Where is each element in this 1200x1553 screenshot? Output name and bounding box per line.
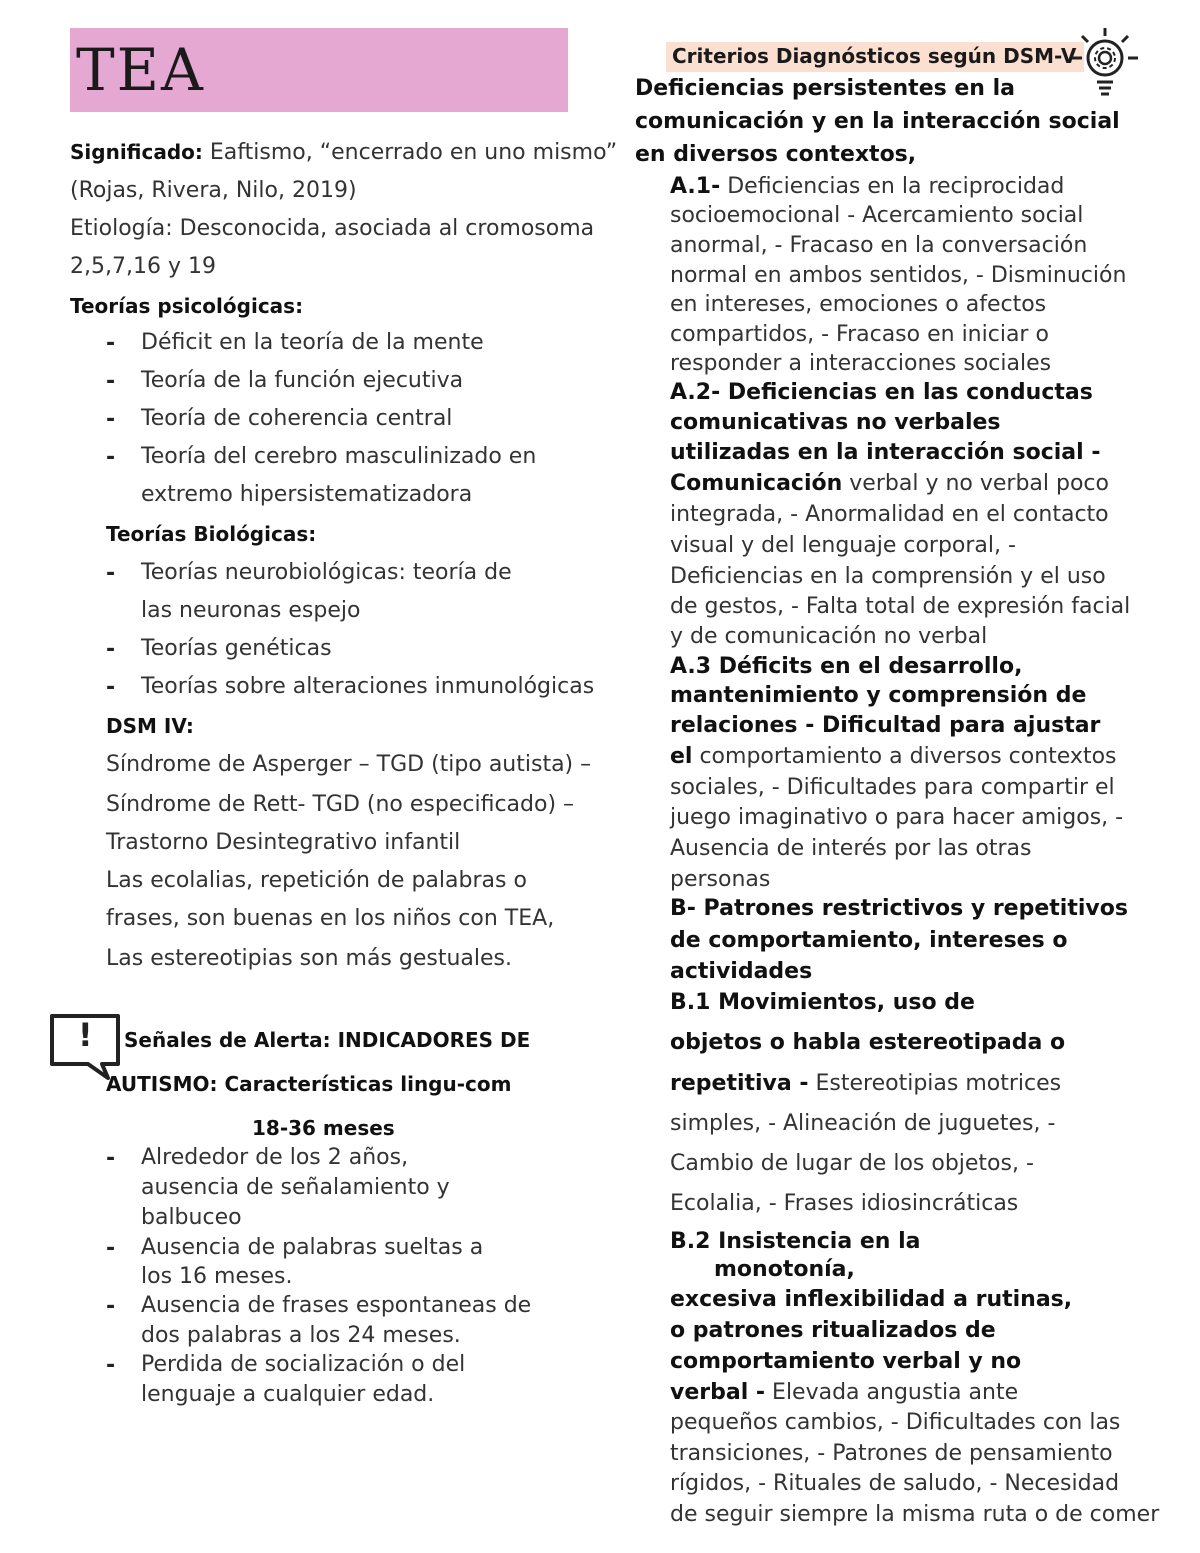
bio-heading: Teorías Biológicas: xyxy=(106,522,317,546)
alert-item-continued: dos palabras a los 24 meses. xyxy=(141,1323,461,1348)
bullet-dash: - xyxy=(106,1236,116,1261)
a1-line: en intereses, emociones o afectos xyxy=(670,292,1047,317)
bullet-dash: - xyxy=(106,1353,116,1378)
a2-heading: comunicativas no verbales xyxy=(670,410,1001,435)
b2-lead: verbal - xyxy=(670,1380,766,1405)
a3-heading: relaciones - Dificultad para ajustar xyxy=(670,713,1101,738)
bio-item: Teorías genéticas xyxy=(141,636,332,661)
a2-line: de gestos, - Falta total de expresión facial xyxy=(670,594,1131,619)
a2-lead-rest: verbal y no verbal poco xyxy=(842,471,1109,496)
alert-heading-1: Señales de Alerta: INDICADORES DE xyxy=(124,1028,531,1052)
bullet-dash: - xyxy=(106,331,116,356)
bullet-dash: - xyxy=(106,675,116,700)
a1-line: responder a interacciones sociales xyxy=(670,351,1052,376)
alert-glyph: ! xyxy=(78,1016,93,1054)
a3-heading: mantenimiento y comprensión de xyxy=(670,683,1087,708)
a2-lead-line xyxy=(670,471,1109,496)
psych-item: Teoría de la función ejecutiva xyxy=(141,368,464,393)
alert-heading-2: AUTISMO: Características lingu-com xyxy=(106,1072,512,1096)
dsm-line: frases, son buenas en los niños con TEA, xyxy=(106,906,555,931)
a3-heading: A.3 Déficits en el desarrollo, xyxy=(670,654,1023,679)
a3-lead: el xyxy=(670,744,693,769)
a3-lead-line xyxy=(670,744,1117,769)
b2-heading: excesiva inflexibilidad a rutinas, xyxy=(670,1287,1073,1312)
b1-lead-rest: Estereotipias motrices xyxy=(808,1071,1062,1096)
section-a-heading: comunicación y en la interacción social xyxy=(635,109,1120,134)
etiology-line-1: Etiología: Desconocida, asociada al cromosoma xyxy=(70,216,595,241)
alert-item: Alrededor de los 2 años, xyxy=(141,1145,409,1170)
a2-line: Deficiencias en la comprensión y el uso xyxy=(670,564,1106,589)
dsm-line: Las estereotipias son más gestuales. xyxy=(106,946,513,971)
criteria-header-banner xyxy=(666,42,1084,72)
alert-item-continued: lenguaje a cualquier edad. xyxy=(141,1382,435,1407)
b1-line: Ecolalia, - Frases idiosincráticas xyxy=(670,1191,1019,1216)
lightbulb-gear-icon xyxy=(1070,26,1140,98)
page-title: TEA xyxy=(76,36,205,104)
alert-age-range: 18-36 meses xyxy=(252,1116,395,1140)
psych-item: Teoría de coherencia central xyxy=(141,406,453,431)
meaning-line xyxy=(70,140,617,165)
a1-line: normal en ambos sentidos, - Disminución xyxy=(670,263,1127,288)
meaning-citation: (Rojas, Rivera, Nilo, 2019) xyxy=(70,178,357,203)
section-b-heading: de comportamiento, intereses o xyxy=(670,928,1068,953)
b2-line: de seguir siempre la misma ruta o de comer xyxy=(670,1502,1160,1527)
bullet-dash: - xyxy=(106,637,116,662)
bullet-dash: - xyxy=(106,561,116,586)
bullet-dash: - xyxy=(106,369,116,394)
a2-line: visual y del lenguaje corporal, - xyxy=(670,533,1016,558)
bullet-dash: - xyxy=(106,1294,116,1319)
b2-line: rígidos, - Rituales de saludo, - Necesidad xyxy=(670,1471,1120,1496)
a3-line: personas xyxy=(670,867,771,892)
a3-lead-rest: comportamiento a diversos contextos xyxy=(692,744,1117,769)
bullet-dash: - xyxy=(106,445,116,470)
bio-item: Teorías neurobiológicas: teoría de xyxy=(141,560,512,585)
b2-lead-line xyxy=(670,1380,1018,1405)
a1-first-line xyxy=(670,174,1064,199)
b2-lead-rest: Elevada angustia ante xyxy=(765,1380,1019,1405)
alert-item-continued: ausencia de señalamiento y xyxy=(141,1175,450,1200)
title-banner xyxy=(70,28,568,112)
psych-item: Déficit en la teoría de la mente xyxy=(141,330,484,355)
section-a-heading: en diversos contextos, xyxy=(635,142,917,167)
b2-heading: B.2 Insistencia en la xyxy=(670,1229,921,1254)
b1-heading: B.1 Movimientos, uso de xyxy=(670,990,975,1015)
psych-item: Teoría del cerebro masculinizado en xyxy=(141,444,537,469)
alert-item: Ausencia de palabras sueltas a xyxy=(141,1235,484,1260)
dsm-heading: DSM IV: xyxy=(106,714,194,738)
a2-line: integrada, - Anormalidad en el contacto xyxy=(670,502,1109,527)
meaning-label: Significado: xyxy=(70,140,203,164)
psych-item-continued: extremo hipersistematizadora xyxy=(141,482,473,507)
a1-line: anormal, - Fracaso en la conversación xyxy=(670,233,1088,258)
bullet-dash: - xyxy=(106,1146,116,1171)
a1-label: A.1- xyxy=(670,174,721,199)
bullet-dash: - xyxy=(106,407,116,432)
a1-line: socioemocional - Acercamiento social xyxy=(670,203,1084,228)
b2-heading: comportamiento verbal y no xyxy=(670,1349,1022,1374)
b1-line: Cambio de lugar de los objetos, - xyxy=(670,1151,1034,1176)
alert-item-continued: los 16 meses. xyxy=(141,1264,293,1289)
psych-heading: Teorías psicológicas: xyxy=(70,294,304,318)
a1-first-text: Deficiencias en la reciprocidad xyxy=(720,174,1065,199)
b1-line: simples, - Alineación de juguetes, - xyxy=(670,1111,1056,1136)
etiology-line-2: 2,5,7,16 y 19 xyxy=(70,254,216,279)
alert-item-continued: balbuceo xyxy=(141,1205,242,1230)
a3-line: juego imaginativo o para hacer amigos, - xyxy=(670,805,1124,830)
b2-heading: monotonía, xyxy=(714,1257,855,1282)
dsm-line: Síndrome de Rett- TGD (no especificado) – xyxy=(106,792,575,817)
b2-line: pequeños cambios, - Dificultades con las xyxy=(670,1410,1121,1435)
dsm-line: Trastorno Desintegrativo infantil xyxy=(106,830,461,855)
a2-heading: utilizadas en la interacción social - xyxy=(670,440,1101,465)
b1-lead: repetitiva - xyxy=(670,1071,809,1096)
alert-item: Perdida de socialización o del xyxy=(141,1352,466,1377)
meaning-text: Eaftismo, “encerrado en uno mismo” xyxy=(202,140,618,165)
criteria-header: Criterios Diagnósticos según DSM-V xyxy=(672,44,1077,68)
a2-heading: A.2- Deficiencias en las conductas xyxy=(670,380,1093,405)
section-b-heading: B- Patrones restrictivos y repetitivos xyxy=(670,896,1128,921)
bio-item-continued: las neuronas espejo xyxy=(141,598,361,623)
b2-line: transiciones, - Patrones de pensamiento xyxy=(670,1441,1113,1466)
a2-lead: Comunicación xyxy=(670,471,843,496)
bio-item: Teorías sobre alteraciones inmunológicas xyxy=(141,674,595,699)
a1-line: compartidos, - Fracaso en iniciar o xyxy=(670,322,1049,347)
alert-item: Ausencia de frases espontaneas de xyxy=(141,1293,532,1318)
dsm-line: Las ecolalias, repetición de palabras o xyxy=(106,868,527,893)
a3-line: sociales, - Dificultades para compartir el xyxy=(670,775,1115,800)
b1-lead-line xyxy=(670,1071,1061,1096)
section-a-heading: Deficiencias persistentes en la xyxy=(635,76,1016,101)
a3-line: Ausencia de interés por las otras xyxy=(670,836,1032,861)
section-b-heading: actividades xyxy=(670,959,813,984)
b2-heading: o patrones ritualizados de xyxy=(670,1318,996,1343)
a2-line: y de comunicación no verbal xyxy=(670,624,988,649)
dsm-line: Síndrome de Asperger – TGD (tipo autista) – xyxy=(106,752,592,777)
b1-heading: objetos o habla estereotipada o xyxy=(670,1030,1066,1055)
